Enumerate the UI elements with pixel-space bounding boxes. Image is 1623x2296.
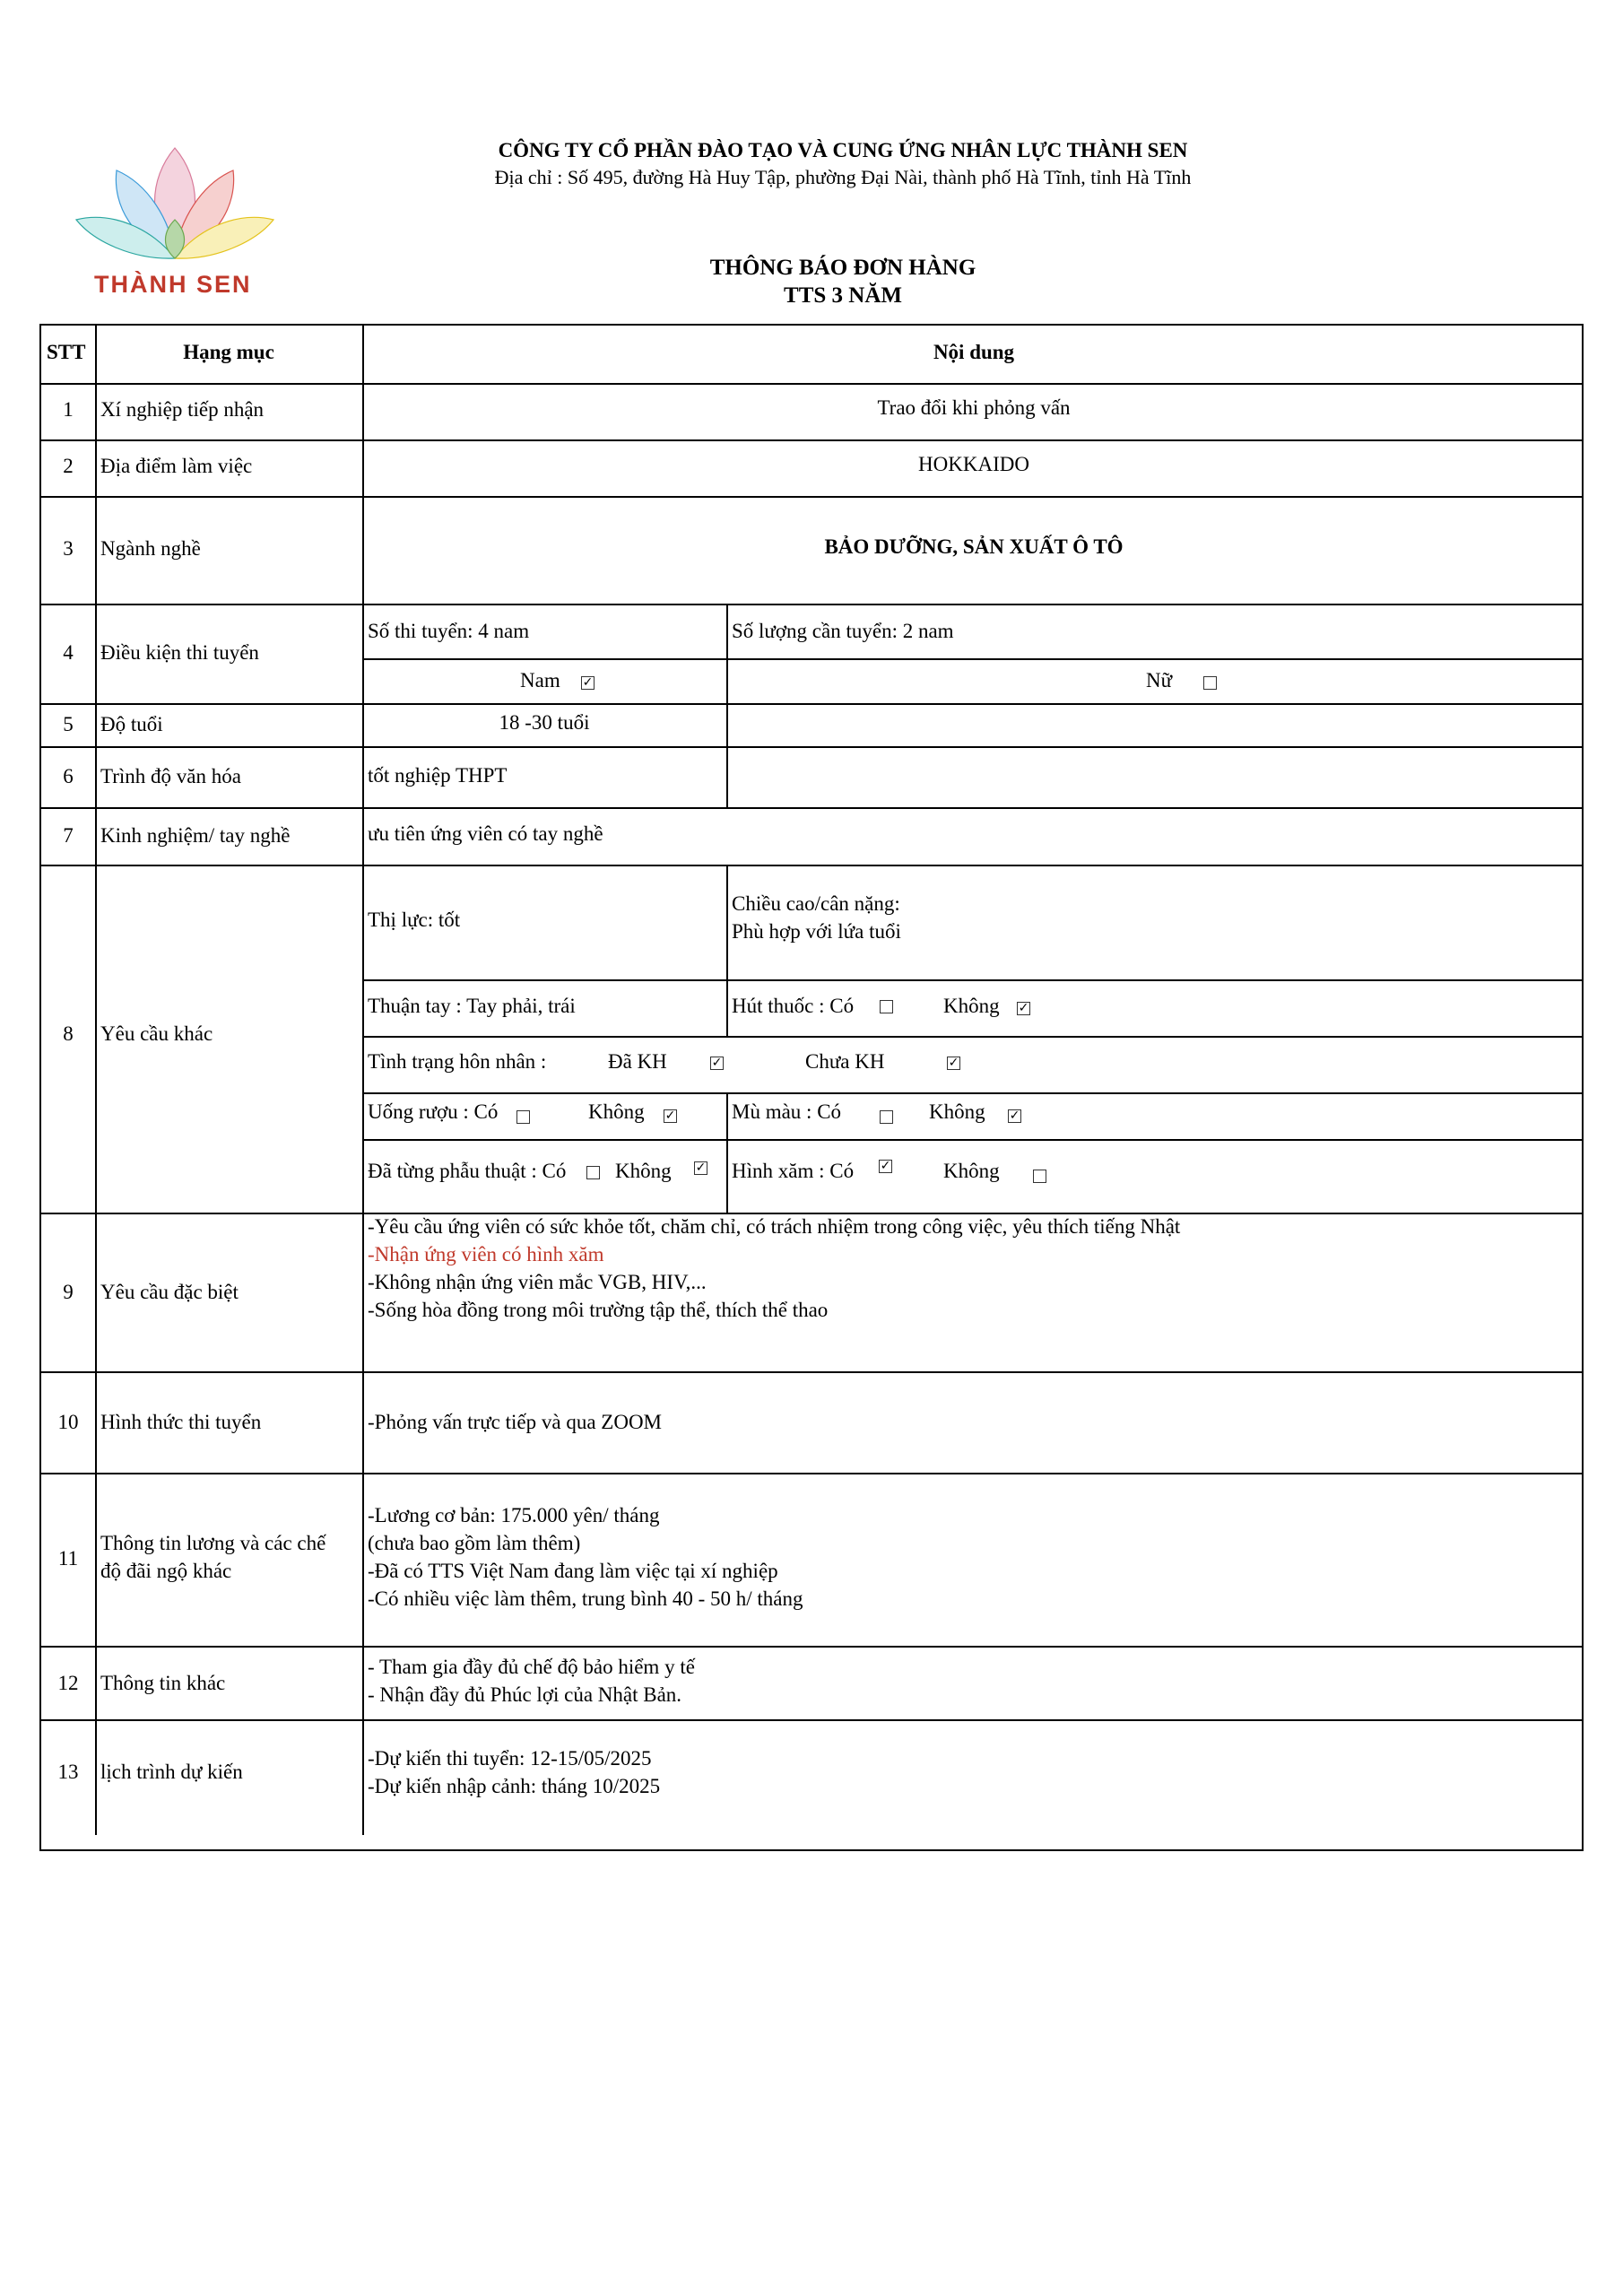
- schedule-2: -Dự kiến nhập cảnh: tháng 10/2025: [368, 1775, 661, 1797]
- row-8-no: 8: [63, 1022, 74, 1045]
- row-10-no: 10: [57, 1411, 79, 1433]
- row-9-label: Yêu cầu đặc biệt: [100, 1281, 239, 1303]
- salary-line-3: -Đã có TTS Việt Nam đang làm việc tại xí nghiệp: [368, 1560, 778, 1582]
- row-5-no: 5: [63, 713, 74, 735]
- row-10-value: -Phỏng vấn trực tiếp và qua ZOOM: [368, 1411, 663, 1433]
- row-1-value: Trao đổi khi phỏng vấn: [877, 396, 1071, 419]
- order-table: [39, 324, 1584, 1851]
- row-11-no: 11: [57, 1547, 79, 1570]
- exam-count: Số thi tuyển: 4 nam: [368, 620, 530, 642]
- row-12-no: 12: [57, 1672, 79, 1694]
- married-label: Đã KH: [608, 1050, 667, 1073]
- company-name: CÔNG TY CỔ PHẦN ĐÀO TẠO VÀ CUNG ỨNG NHÂN LỰC THÀNH SEN: [498, 139, 1188, 161]
- document-title: THÔNG BÁO ĐƠN HÀNG: [709, 256, 976, 280]
- schedule-1: -Dự kiến thi tuyển: 12-15/05/2025: [368, 1747, 652, 1770]
- row-5-value: 18 -30 tuổi: [499, 711, 590, 734]
- female-label: Nữ: [1146, 669, 1173, 691]
- tattoo-no-label: Không: [943, 1160, 1000, 1182]
- row-5-label: Độ tuổi: [100, 713, 163, 735]
- row-6-label: Trình độ văn hóa: [100, 765, 241, 787]
- unchecked-box-icon: [1033, 1170, 1046, 1183]
- row-3-label: Ngành nghề: [100, 537, 201, 560]
- row-3-no: 3: [63, 537, 74, 560]
- salary-line-4: -Có nhiều việc làm thêm, trung bình 40 - 50 h/ tháng: [368, 1587, 803, 1610]
- other-info-1: - Tham gia đầy đủ chế độ bảo hiểm y tế: [368, 1656, 695, 1678]
- checked-box-icon: ✓: [880, 1159, 891, 1173]
- unchecked-box-icon: [516, 1110, 530, 1124]
- row-1-label: Xí nghiệp tiếp nhận: [100, 398, 265, 421]
- unchecked-box-icon: [880, 1000, 893, 1013]
- need-count: Số lượng cần tuyển: 2 nam: [732, 620, 954, 642]
- logo-text: THÀNH SEN: [94, 271, 252, 298]
- salary-line-1: -Lương cơ bản: 175.000 yên/ tháng: [368, 1504, 660, 1526]
- header-content: Nội dung: [933, 341, 1015, 363]
- drinking-yes-label: Uống rượu : Có: [368, 1100, 499, 1123]
- unchecked-box-icon: [586, 1166, 600, 1179]
- unchecked-box-icon: [1203, 676, 1217, 690]
- row-3-value: BẢO DƯỠNG, SẢN XUẤT Ô TÔ: [824, 535, 1124, 558]
- checked-box-icon: ✓: [1018, 1001, 1029, 1015]
- row-11-label-line1: Thông tin lương và các chế: [100, 1532, 326, 1554]
- row-2-value: HOKKAIDO: [918, 453, 1029, 475]
- handedness: Thuận tay : Tay phải, trái: [368, 995, 576, 1017]
- company-logo: [63, 135, 287, 305]
- smoking-no-label: Không: [943, 995, 1000, 1017]
- special-requirement-2: -Nhận ứng viên có hình xăm: [368, 1243, 604, 1265]
- other-info-2: - Nhận đầy đủ Phúc lợi của Nhật Bản.: [368, 1683, 682, 1706]
- checked-box-icon: ✓: [664, 1109, 676, 1123]
- row-11-label-line2: độ đãi ngộ khác: [100, 1560, 232, 1582]
- surgery-yes-label: Đã từng phẫu thuật : Có: [368, 1160, 567, 1182]
- company-address: Địa chỉ : Số 495, đường Hà Huy Tập, phường Đại Nài, thành phố Hà Tĩnh, tỉnh Hà Tĩnh: [494, 166, 1192, 188]
- special-requirement-4: -Sống hòa đồng trong môi trường tập thể, thích thể thao: [368, 1299, 829, 1321]
- row-13-label: lịch trình dự kiến: [100, 1761, 243, 1783]
- tattoo-yes-label: Hình xăm : Có: [732, 1160, 855, 1182]
- special-requirement-1: -Yêu cầu ứng viên có sức khỏe tốt, chăm chỉ, có trách nhiệm trong công việc, yêu thích tiếng Nhật: [368, 1215, 1181, 1238]
- height-weight-value: Phù hợp với lứa tuổi: [732, 920, 901, 943]
- drinking-no-label: Không: [588, 1100, 645, 1123]
- eyesight: Thị lực: tốt: [368, 909, 461, 931]
- checked-box-icon: ✓: [582, 675, 594, 690]
- surgery-no-label: Không: [615, 1160, 672, 1182]
- row-10-label: Hình thức thi tuyển: [100, 1411, 262, 1433]
- special-requirement-3: -Không nhận ứng viên mắc VGB, HIV,...: [368, 1271, 707, 1293]
- row-1-no: 1: [63, 398, 74, 421]
- checked-box-icon: ✓: [948, 1056, 959, 1070]
- row-7-no: 7: [63, 824, 74, 847]
- row-13-no: 13: [57, 1761, 79, 1783]
- height-weight-label: Chiều cao/cân nặng:: [732, 892, 900, 915]
- row-2-label: Địa điểm làm việc: [100, 455, 253, 477]
- smoking-yes-label: Hút thuốc : Có: [732, 995, 855, 1017]
- salary-line-2: (chưa bao gồm làm thêm): [368, 1532, 581, 1554]
- row-7-value: ưu tiên ứng viên có tay nghề: [368, 822, 603, 845]
- row-4-no: 4: [63, 641, 74, 664]
- row-9-no: 9: [63, 1281, 74, 1303]
- row-6-no: 6: [63, 765, 74, 787]
- row-2-no: 2: [63, 455, 74, 477]
- row-8-label: Yêu cầu khác: [100, 1022, 213, 1045]
- checked-box-icon: ✓: [1009, 1109, 1020, 1123]
- row-6-value: tốt nghiệp THPT: [368, 764, 508, 787]
- unchecked-box-icon: [880, 1110, 893, 1124]
- document-subtitle: TTS 3 NĂM: [784, 283, 902, 308]
- header-stt: STT: [47, 341, 86, 363]
- lotus-icon: [63, 135, 287, 269]
- checked-box-icon: ✓: [711, 1056, 723, 1070]
- row-12-label: Thông tin khác: [100, 1672, 226, 1694]
- row-4-label: Điều kiện thi tuyển: [100, 641, 259, 664]
- colorblind-no-label: Không: [929, 1100, 985, 1123]
- row-7-label: Kinh nghiệm/ tay nghề: [100, 824, 291, 847]
- header-category: Hạng mục: [183, 341, 274, 363]
- checked-box-icon: ✓: [695, 1161, 707, 1175]
- marital-status-label: Tình trạng hôn nhân :: [368, 1050, 547, 1073]
- male-label: Nam: [520, 669, 560, 691]
- colorblind-yes-label: Mù màu : Có: [732, 1100, 842, 1123]
- single-label: Chưa KH: [805, 1050, 885, 1073]
